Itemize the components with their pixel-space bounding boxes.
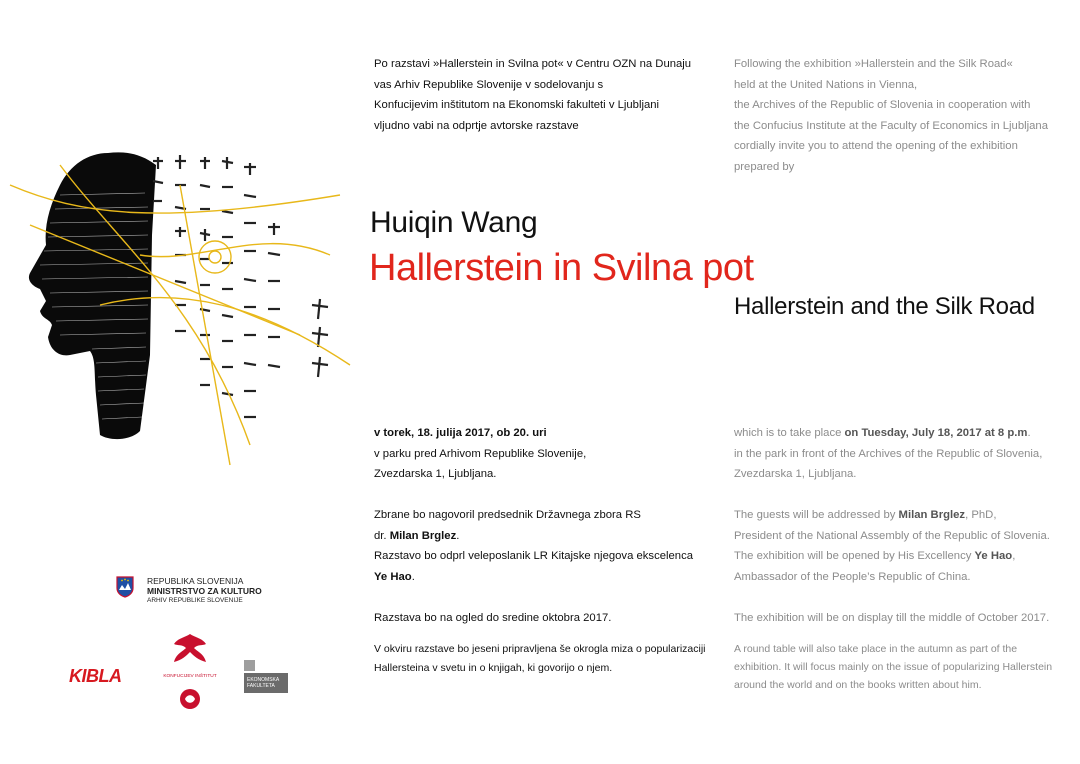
- event-date: v torek, 18. julija 2017, ob 20. uri: [374, 427, 547, 439]
- opener-role: Ambassador of the People’s Republic of China.: [734, 570, 971, 583]
- invite-sl-line: Po razstavi »Hallerstein in Svilna pot« v Centru OZN na Dunaju: [374, 58, 692, 70]
- invite-en-line: the Confucius Institute at the Faculty of Economics in Ljubljana: [734, 119, 1048, 132]
- opener-line: Ye Hao.: [374, 570, 415, 583]
- display-period: The exhibition will be on display till the middle of October 2017.: [734, 611, 1050, 624]
- ministry-line3: ARHIV REPUBLIKE SLOVENIJE: [147, 597, 243, 604]
- event-details-english: [734, 423, 1052, 694]
- invite-en-line: cordially invite you to attend the opening of the exhibition: [734, 140, 1018, 152]
- round-table-3: around the world and on the books written about him.: [734, 679, 982, 691]
- invitation-english: [734, 54, 1048, 177]
- invite-sl-line: vljudno vabi na odprtje avtorske razstave: [374, 119, 579, 132]
- confucius-institute-logo: [160, 632, 220, 715]
- silhouette-shape: [29, 152, 156, 439]
- kibla-logo: KIBLA: [69, 666, 122, 686]
- invite-en-line: Following the exhibition »Hallerstein and the Silk Road«: [734, 58, 1013, 70]
- exhibition-artwork: [0, 105, 352, 483]
- confucius-emblem-icon: [168, 632, 212, 668]
- exhibition-title-english: Hallerstein and the Silk Road: [734, 293, 1035, 320]
- opener-intro: Razstavo bo odprl veleposlanik LR Kitajske njegova ekscelenca: [374, 550, 694, 562]
- exhibition-title-slovenian: Hallerstein in Svilna pot: [369, 247, 754, 289]
- event-date: which is to take place on Tuesday, July 18, 2017 at 8 p.m.: [734, 427, 1031, 439]
- speaker-name: Milan Brglez: [898, 509, 966, 521]
- event-details-slovenian: [374, 423, 706, 678]
- speaker-role: President of the National Assembly of the Republic of Slovenia.: [734, 529, 1050, 542]
- speaker-line: dr. Milan Brglez.: [374, 529, 460, 542]
- speaker-intro: Zbrane bo nagovoril predsednik Državnega zbora RS: [374, 509, 641, 521]
- round-table-1: V okviru razstave bo jeseni pripravljena še okrogla miza o popularizaciji: [374, 643, 706, 655]
- display-period: Razstava bo na ogled do sredine oktobra 2017.: [374, 611, 612, 624]
- confucius-label: KONFUCIJEV INŠTITUT: [163, 674, 217, 679]
- invitation-slovenian: [374, 54, 691, 136]
- opener-name: Ye Hao: [374, 570, 412, 583]
- invite-sl-line: Konfucijevim inštitutom na Ekonomski fakulteti v Ljubljani: [374, 99, 660, 111]
- event-address: Zvezdarska 1, Ljubljana.: [734, 468, 857, 480]
- ef-square: [244, 660, 255, 671]
- invite-sl-line: vas Arhiv Republike Slovenije v sodelovanju s: [374, 78, 604, 91]
- ministry-line2: MINISTRSTVO ZA KULTURO: [147, 586, 262, 596]
- opener-name: Ye Hao: [974, 550, 1013, 562]
- event-place: in the park in front of the Archives of the Republic of Slovenia,: [734, 447, 1043, 460]
- ministry-logo: [116, 576, 262, 606]
- confucius-seal-icon: [179, 688, 201, 710]
- opener-line: The exhibition will be opened by His Excellency Ye Hao,: [734, 550, 1016, 562]
- slovenia-coat-of-arms-icon: [116, 576, 134, 598]
- ministry-line1: REPUBLIKA SLOVENIJA: [147, 576, 244, 586]
- event-place: v parku pred Arhivom Republike Slovenije,: [374, 447, 587, 460]
- ef-label: EKONOMSKA FAKULTETA: [247, 677, 279, 689]
- event-address: Zvezdarska 1, Ljubljana.: [374, 468, 497, 480]
- speaker-line: The guests will be addressed by Milan Brglez, PhD,: [734, 509, 997, 521]
- invite-en-line: prepared by: [734, 160, 795, 173]
- round-table-2: exhibition. It will focus mainly on the issue of popularizing Hallerstein: [734, 661, 1053, 673]
- ekonomska-fakulteta-logo: [244, 660, 288, 693]
- invite-en-line: the Archives of the Republic of Slovenia in cooperation with: [734, 99, 1031, 111]
- round-table-2: Hallersteina v svetu in o knjigah, ki govorijo o njem.: [374, 662, 613, 674]
- calligraphy-columns: [150, 155, 162, 360]
- invite-en-line: held at the United Nations in Vienna,: [734, 78, 918, 91]
- round-table-1: A round table will also take place in the autumn as part of the: [734, 643, 1018, 655]
- speaker-name: Milan Brglez: [389, 529, 457, 542]
- author-name: Huiqin Wang: [370, 206, 538, 239]
